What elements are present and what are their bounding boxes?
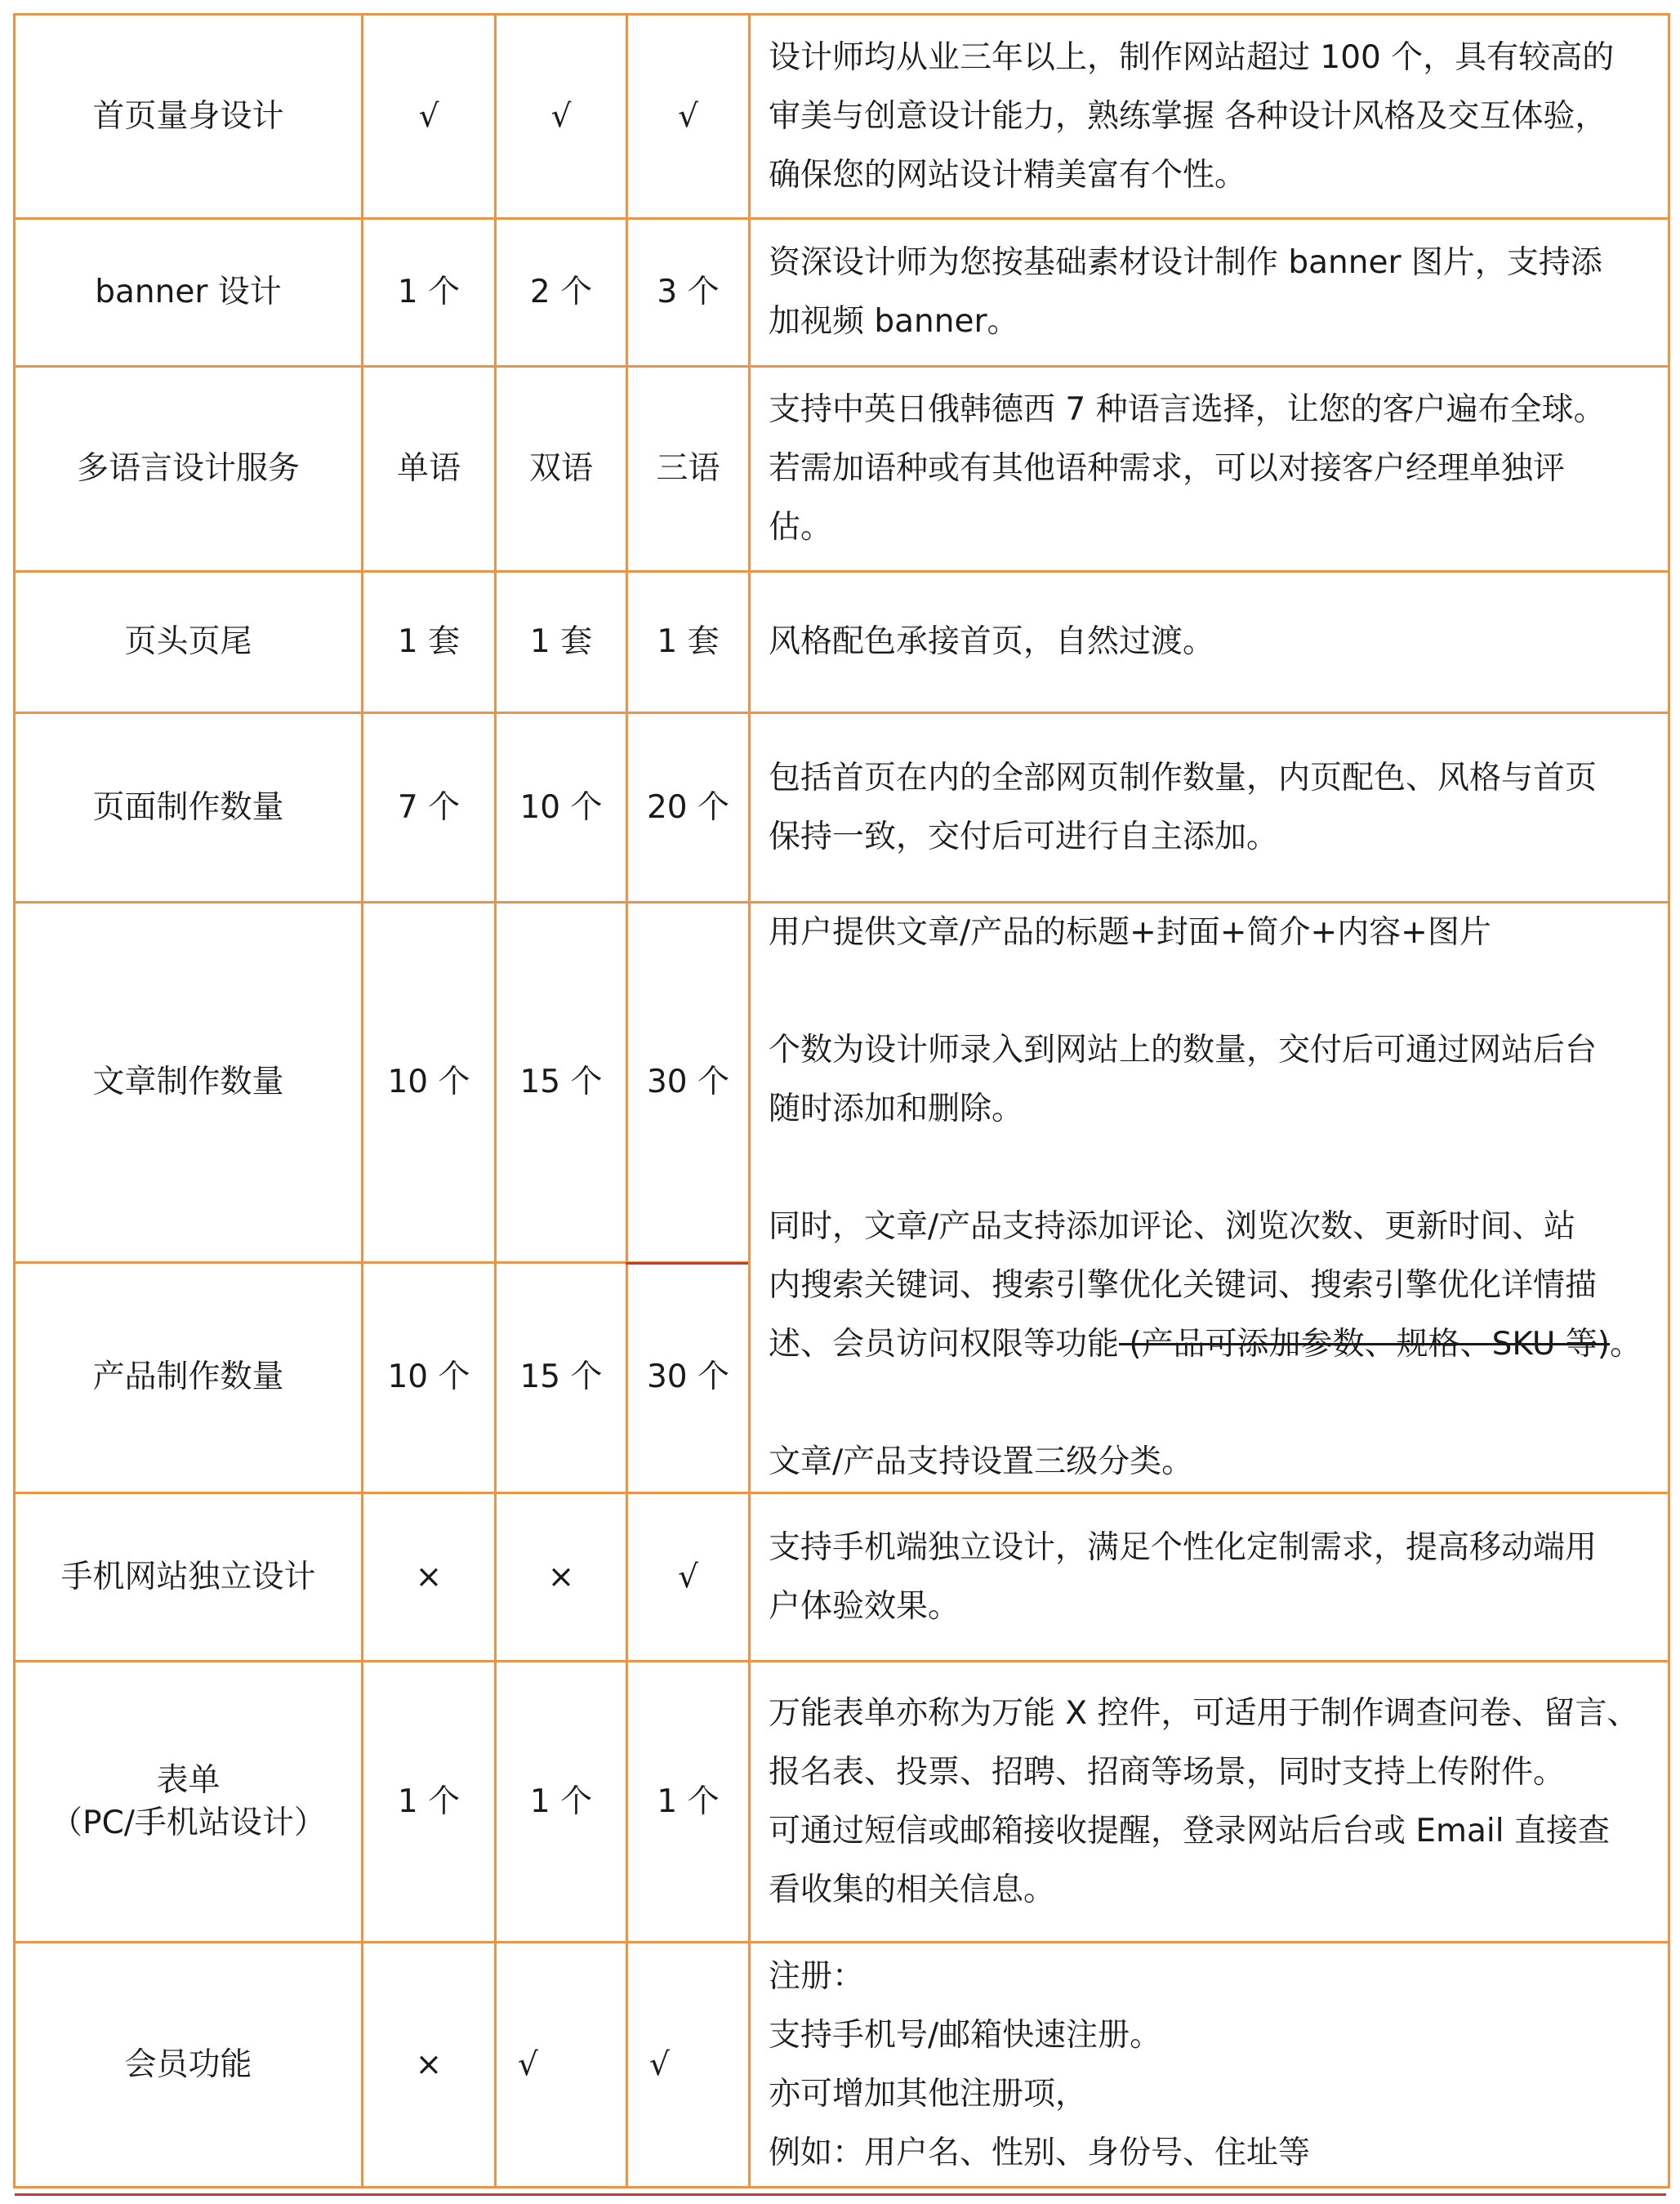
plan-basic-value: √ xyxy=(363,15,496,219)
accent-divider xyxy=(626,1262,748,1265)
table-row xyxy=(15,572,1669,713)
feature-name: 页面制作数量 xyxy=(15,713,363,903)
feature-description: 包括首页在内的全部网页制作数量，内页配色、风格与首页 保持一致，交付后可进行自主添加。 xyxy=(750,713,1669,903)
plan-premium-value: 30 个 xyxy=(627,1262,750,1492)
plan-premium-value: √ xyxy=(627,1943,750,2188)
table-row xyxy=(15,219,1669,367)
feature-description: 风格配色承接首页，自然过渡。 xyxy=(750,572,1669,713)
plan-basic-value: 单语 xyxy=(363,367,496,572)
accent-divider xyxy=(15,2193,1666,2196)
feature-name: 产品制作数量 xyxy=(15,1262,363,1492)
feature-description: 万能表单亦称为万能 X 控件，可适用于制作调查问卷、留言、 报名表、投票、招聘、招商等场景，同时支持上传附件。 可通过短信或邮箱接收提醒，登录网站后台或 Email 直接查 看收集的相关信息。 xyxy=(750,1662,1669,1943)
plan-premium-value: √ xyxy=(627,15,750,219)
plan-premium-value: 30 个 xyxy=(627,903,750,1263)
plan-premium-value: 1 个 xyxy=(627,1662,750,1943)
feature-name: 首页量身设计 xyxy=(15,15,363,219)
plan-basic-value: 7 个 xyxy=(363,713,496,903)
plan-premium-value: 20 个 xyxy=(627,713,750,903)
feature-name: 多语言设计服务 xyxy=(15,367,363,572)
feature-name: 会员功能 xyxy=(15,1943,363,2188)
plan-standard-value: × xyxy=(496,1493,627,1662)
feature-description: 设计师均从业三年以上，制作网站超过 100 个，具有较高的 审美与创意设计能力，熟练掌握 各种设计风格及交互体验， 确保您的网站设计精美富有个性。 xyxy=(750,15,1669,219)
plan-standard-value: 1 个 xyxy=(496,1662,627,1943)
plan-standard-value: 10 个 xyxy=(496,713,627,903)
plan-standard-value: 15 个 xyxy=(496,903,627,1263)
plan-premium-value: √ xyxy=(627,1493,750,1662)
table-row xyxy=(15,903,1669,1263)
feature-description: 资深设计师为您按基础素材设计制作 banner 图片，支持添 加视频 banner。 xyxy=(750,219,1669,367)
struck-note: (产品可添加参数、规格、SKU 等) xyxy=(1119,1326,1611,1363)
feature-description: 注册： 支持手机号/邮箱快速注册。 亦可增加其他注册项， 例如：用户名、性别、身份号、住址等 xyxy=(750,1943,1669,2188)
plan-basic-value: 1 个 xyxy=(363,1662,496,1943)
table-row xyxy=(15,713,1669,903)
table-row xyxy=(15,1943,1669,2188)
plan-standard-value: 15 个 xyxy=(496,1262,627,1492)
feature-name: 表单 （PC/手机站设计） xyxy=(15,1662,363,1943)
plan-premium-value: 1 套 xyxy=(627,572,750,713)
feature-description-shared: 用户提供文章/产品的标题+封面+简介+内容+图片 个数为设计师录入到网站上的数量，交付后可通过网站后台 随时添加和删除。 同时，文章/产品支持添加评论、浏览次数、更新时间、站 内搜索关键词、搜索引擎优化关键词、搜索引擎优化详情描 述、会员访问权限等功能 (产品可添加参数、规格、SKU 等)。 文章/产品支持设置三级分类。 xyxy=(750,903,1669,1493)
plan-basic-value: 1 套 xyxy=(363,572,496,713)
feature-name: 页头页尾 xyxy=(15,572,363,713)
feature-description: 支持手机端独立设计，满足个性化定制需求，提高移动端用 户体验效果。 xyxy=(750,1493,1669,1662)
plan-basic-value: 10 个 xyxy=(363,903,496,1263)
plan-standard-value: √ xyxy=(496,15,627,219)
table-row xyxy=(15,367,1669,572)
plan-standard-value: 双语 xyxy=(496,367,627,572)
plan-standard-value: 2 个 xyxy=(496,219,627,367)
feature-comparison-table xyxy=(13,13,1670,2188)
plan-standard-value: 1 套 xyxy=(496,572,627,713)
feature-name: 文章制作数量 xyxy=(15,903,363,1263)
feature-description: 支持中英日俄韩德西 7 种语言选择，让您的客户遍布全球。 若需加语种或有其他语种需求，可以对接客户经理单独评 估。 xyxy=(750,367,1669,572)
table-row xyxy=(15,15,1669,219)
table-row xyxy=(15,1662,1669,1943)
plan-basic-value: × xyxy=(363,1943,496,2188)
feature-name: 手机网站独立设计 xyxy=(15,1493,363,1662)
feature-name: banner 设计 xyxy=(15,219,363,367)
plan-premium-value: 3 个 xyxy=(627,219,750,367)
plan-premium-value: 三语 xyxy=(627,367,750,572)
plan-basic-value: × xyxy=(363,1493,496,1662)
plan-basic-value: 10 个 xyxy=(363,1262,496,1492)
table-row xyxy=(15,1493,1669,1662)
plan-standard-value: √ xyxy=(496,1943,627,2188)
plan-basic-value: 1 个 xyxy=(363,219,496,367)
